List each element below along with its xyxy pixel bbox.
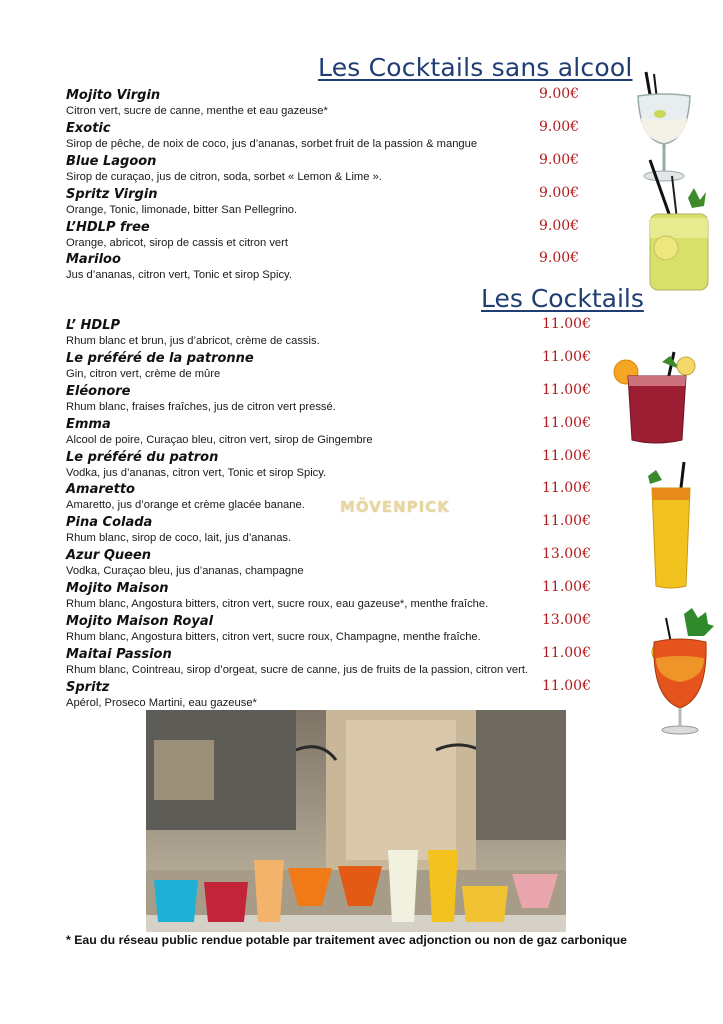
item-price: 11.00€ xyxy=(542,316,591,332)
item-description: Rhum blanc, Angostura bitters, citron vert, sucre roux, Champagne, menthe fraîche. xyxy=(66,631,481,644)
item-price: 13.00€ xyxy=(542,612,591,629)
item-description: Orange, Tonic, limonade, bitter San Pellegrino. xyxy=(66,203,298,216)
item-price: 11.00€ xyxy=(542,480,591,497)
menu-item xyxy=(66,348,626,384)
item-price: 11.00€ xyxy=(542,381,591,398)
item-price: 9.00€ xyxy=(539,184,580,201)
menu-item xyxy=(66,184,626,220)
item-description: Amaretto, jus d’orange et crème glacée banane. xyxy=(66,499,305,512)
item-name: Exotic xyxy=(66,120,111,136)
mocktail-list xyxy=(66,88,626,285)
item-name: Spritz Virgin xyxy=(66,186,158,202)
menu-item xyxy=(66,252,626,285)
menu-item xyxy=(66,381,626,417)
item-name: Spritz xyxy=(66,679,110,695)
item-price: 11.00€ xyxy=(542,513,591,530)
menu-item xyxy=(66,548,626,581)
item-description: Alcool de poire, Curaçao bleu, citron vert, sirop de Gingembre xyxy=(66,433,373,446)
cocktail-glass-lime-image xyxy=(644,158,714,294)
item-name: L’ HDLP xyxy=(66,318,120,333)
item-name: Eléonore xyxy=(66,383,131,399)
cocktail-glass-yellow-image xyxy=(642,460,700,594)
menu-item xyxy=(66,614,626,647)
item-description: Sirop de curaçao, jus de citron, soda, sorbet « Lemon & Lime ». xyxy=(66,170,382,183)
menu-item xyxy=(66,118,626,154)
menu-item xyxy=(66,515,626,548)
menu-item xyxy=(66,217,626,253)
item-price: 11.00€ xyxy=(542,447,591,464)
cocktail-glass-red-image xyxy=(612,350,702,450)
item-name: Mojito Maison xyxy=(66,581,169,597)
menu-item xyxy=(66,644,626,680)
item-price: 9.00€ xyxy=(539,250,580,267)
menu-item xyxy=(66,414,626,450)
item-name: Pina Colada xyxy=(66,515,153,531)
item-price: 11.00€ xyxy=(542,348,591,365)
item-name: Le préféré de la patronne xyxy=(66,350,254,366)
item-description: Vodka, Curaçao bleu, jus d’ananas, champagne xyxy=(66,565,304,578)
item-name: Mariloo xyxy=(66,252,121,268)
item-name: L’HDLP free xyxy=(66,219,150,235)
item-name: Azur Queen xyxy=(66,548,152,564)
item-description: Vodka, jus d’ananas, citron vert, Tonic et sirop Spicy. xyxy=(66,466,327,479)
menu-item xyxy=(66,88,626,121)
item-description: Rhum blanc, sirop de coco, lait, jus d’ananas. xyxy=(66,532,292,545)
menu-item xyxy=(66,581,626,614)
section-title-mocktails: Les Cocktails sans alcool xyxy=(318,53,633,82)
fountain-terrace-photo xyxy=(146,710,566,932)
item-description: Gin, citron vert, crème de mûre xyxy=(66,367,221,380)
item-price: 11.00€ xyxy=(542,644,591,661)
item-description: Rhum blanc, fraises fraîches, jus de citron vert pressé. xyxy=(66,400,336,413)
item-price: 9.00€ xyxy=(539,217,580,234)
item-price: 9.00€ xyxy=(539,86,580,102)
movenpick-logo: MÖVENPICK xyxy=(340,498,450,516)
item-name: Amaretto xyxy=(66,482,135,498)
item-name: Mojito Maison Royal xyxy=(66,614,214,630)
item-description: Apérol, Proseco Martini, eau gazeuse* xyxy=(66,696,257,709)
item-name: Blue Lagoon xyxy=(66,153,157,169)
item-name: Maitai Passion xyxy=(66,646,172,662)
item-description: Orange, abricot, sirop de cassis et citron vert xyxy=(66,236,288,249)
section-title-cocktails: Les Cocktails xyxy=(481,284,644,313)
item-description: Citron vert, sucre de canne, menthe et eau gazeuse* xyxy=(66,105,328,117)
item-description: Rhum blanc, Cointreau, sirop d’orgeat, sucre de canne, jus de fruits de la passion, citron vert. xyxy=(66,663,529,676)
menu-item xyxy=(66,677,626,713)
item-price: 11.00€ xyxy=(542,414,591,431)
item-price: 9.00€ xyxy=(539,151,580,168)
item-description: Rhum blanc, Angostura bitters, citron vert, sucre roux, eau gazeuse*, menthe fraîche. xyxy=(66,598,489,611)
item-price: 9.00€ xyxy=(539,118,580,135)
item-price: 11.00€ xyxy=(542,677,591,694)
item-name: Le préféré du patron xyxy=(66,449,219,465)
item-description: Rhum blanc et brun, jus d’abricot, crème de cassis. xyxy=(66,335,320,347)
item-description: Jus d’ananas, citron vert, Tonic et sirop Spicy. xyxy=(66,269,292,282)
item-name: Emma xyxy=(66,416,111,432)
item-name: Mojito Virgin xyxy=(66,88,161,103)
menu-item xyxy=(66,151,626,187)
footnote: * Eau du réseau public rendue potable par traitement avec adjonction ou non de gaz carbonique xyxy=(66,933,627,947)
menu-item xyxy=(66,318,626,351)
item-price: 11.00€ xyxy=(542,579,591,596)
item-price: 13.00€ xyxy=(542,546,591,563)
menu-item xyxy=(66,447,626,483)
item-description: Sirop de pêche, de noix de coco, jus d’ananas, sorbet fruit de la passion & mangue xyxy=(66,137,478,150)
cocktail-glass-orange-image xyxy=(648,608,718,736)
